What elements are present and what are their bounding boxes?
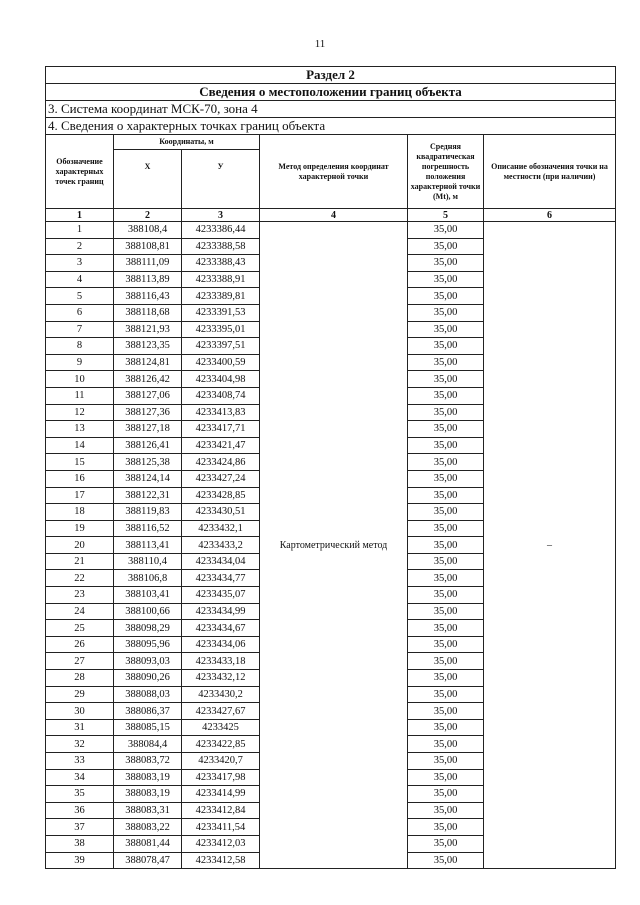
accuracy-value: 35,00 [408,603,484,620]
coordinate-x: 388127,36 [114,404,182,421]
point-number: 25 [46,620,114,637]
column-number: 5 [408,209,484,222]
coordinate-x: 388098,29 [114,620,182,637]
coordinate-x: 388081,44 [114,835,182,852]
coordinate-y: 4233428,85 [182,487,260,504]
point-number: 3 [46,255,114,272]
coordinate-x: 388084,4 [114,736,182,753]
coordinate-y: 4233425 [182,719,260,736]
accuracy-value: 35,00 [408,520,484,537]
column-number: 2 [114,209,182,222]
point-number: 28 [46,670,114,687]
point-number: 20 [46,537,114,554]
coordinate-x: 388122,31 [114,487,182,504]
coordinate-y: 4233434,04 [182,553,260,570]
point-number: 21 [46,553,114,570]
coordinate-y: 4233397,51 [182,338,260,355]
coordinate-y: 4233427,67 [182,703,260,720]
coordinate-x: 388083,72 [114,753,182,770]
coordinate-x: 388085,15 [114,719,182,736]
coordinate-y: 4233412,58 [182,852,260,869]
point-number: 39 [46,852,114,869]
accuracy-value: 35,00 [408,835,484,852]
table-row [46,222,616,239]
accuracy-value: 35,00 [408,802,484,819]
accuracy-value: 35,00 [408,437,484,454]
point-number: 16 [46,470,114,487]
accuracy-value: 35,00 [408,553,484,570]
accuracy-value: 35,00 [408,238,484,255]
accuracy-value: 35,00 [408,570,484,587]
accuracy-value: 35,00 [408,504,484,521]
accuracy-value: 35,00 [408,271,484,288]
coordinate-y: 4233421,47 [182,437,260,454]
coordinate-x: 388127,06 [114,387,182,404]
accuracy-value: 35,00 [408,338,484,355]
accuracy-value: 35,00 [408,487,484,504]
coordinate-y: 4233434,06 [182,636,260,653]
coordinate-y: 4233413,83 [182,404,260,421]
point-number: 31 [46,719,114,736]
coordinate-y: 4233417,98 [182,769,260,786]
section-title: Раздел 2 [46,67,616,84]
coordinate-y: 4233434,77 [182,570,260,587]
description-cell: – [484,222,616,869]
point-number: 19 [46,520,114,537]
coordinate-y: 4233435,07 [182,587,260,604]
point-number: 17 [46,487,114,504]
coordinate-y: 4233433,2 [182,537,260,554]
accuracy-value: 35,00 [408,354,484,371]
coordinate-y: 4233420,7 [182,753,260,770]
point-number: 30 [46,703,114,720]
coordinate-x: 388078,47 [114,852,182,869]
accuracy-value: 35,00 [408,753,484,770]
point-number: 18 [46,504,114,521]
coordinate-x: 388126,42 [114,371,182,388]
column-number: 3 [182,209,260,222]
point-number: 10 [46,371,114,388]
point-number: 5 [46,288,114,305]
header-coordinates: Координаты, м [114,135,260,150]
header-y: У [182,150,260,209]
accuracy-value: 35,00 [408,304,484,321]
accuracy-value: 35,00 [408,387,484,404]
coordinate-x: 388083,19 [114,786,182,803]
coordinate-y: 4233432,12 [182,670,260,687]
coordinate-y: 4233432,1 [182,520,260,537]
section-subtitle: Сведения о местоположении границ объекта [46,84,616,101]
coordinate-y: 4233412,84 [182,802,260,819]
coordinate-x: 388108,81 [114,238,182,255]
coordinate-y: 4233389,81 [182,288,260,305]
accuracy-value: 35,00 [408,404,484,421]
coordinate-y: 4233400,59 [182,354,260,371]
page-number: 11 [314,38,326,50]
coordinate-x: 388116,43 [114,288,182,305]
coordinate-x: 388106,8 [114,570,182,587]
coordinate-x: 388111,09 [114,255,182,272]
coordinate-x: 388118,68 [114,304,182,321]
point-number: 23 [46,587,114,604]
accuracy-value: 35,00 [408,769,484,786]
coordinate-y: 4233430,2 [182,686,260,703]
coordinate-x: 388121,93 [114,321,182,338]
coordinate-x: 388103,41 [114,587,182,604]
coordinate-y: 4233414,99 [182,786,260,803]
coordinate-x: 388083,22 [114,819,182,836]
coordinate-y: 4233430,51 [182,504,260,521]
point-number: 37 [46,819,114,836]
coordinate-y: 4233388,58 [182,238,260,255]
point-number: 12 [46,404,114,421]
point-number: 35 [46,786,114,803]
column-number: 1 [46,209,114,222]
accuracy-value: 35,00 [408,537,484,554]
point-number: 8 [46,338,114,355]
point-number: 34 [46,769,114,786]
coordinate-x: 388088,03 [114,686,182,703]
point-number: 27 [46,653,114,670]
accuracy-value: 35,00 [408,620,484,637]
coordinate-y: 4233391,53 [182,304,260,321]
point-number: 4 [46,271,114,288]
coordinate-x: 388090,26 [114,670,182,687]
accuracy-value: 35,00 [408,786,484,803]
point-number: 13 [46,421,114,438]
point-number: 26 [46,636,114,653]
coordinate-y: 4233417,71 [182,421,260,438]
coordinate-y: 4233424,86 [182,454,260,471]
coordinate-y: 4233427,24 [182,470,260,487]
coordinate-y: 4233422,85 [182,736,260,753]
coordinate-x: 388093,03 [114,653,182,670]
point-number: 2 [46,238,114,255]
accuracy-value: 35,00 [408,587,484,604]
coordinate-x: 388108,4 [114,222,182,239]
point-number: 22 [46,570,114,587]
accuracy-value: 35,00 [408,636,484,653]
coordinate-y: 4233408,74 [182,387,260,404]
accuracy-value: 35,00 [408,686,484,703]
point-number: 9 [46,354,114,371]
coordinate-y: 4233434,99 [182,603,260,620]
coordinate-system-line: 3. Система координат МСК-70, зона 4 [46,101,616,118]
point-number: 32 [46,736,114,753]
coordinate-x: 388113,89 [114,271,182,288]
coordinate-x: 388119,83 [114,504,182,521]
accuracy-value: 35,00 [408,321,484,338]
header-method: Метод определения координат характерной точки [260,135,408,209]
coordinate-x: 388127,18 [114,421,182,438]
header-x: X [114,150,182,209]
accuracy-value: 35,00 [408,470,484,487]
column-number: 4 [260,209,408,222]
accuracy-value: 35,00 [408,736,484,753]
coordinate-x: 388113,41 [114,537,182,554]
accuracy-value: 35,00 [408,222,484,239]
point-number: 6 [46,304,114,321]
coordinate-y: 4233433,18 [182,653,260,670]
accuracy-value: 35,00 [408,819,484,836]
coordinate-x: 388095,96 [114,636,182,653]
coordinate-y: 4233395,01 [182,321,260,338]
coordinate-y: 4233388,43 [182,255,260,272]
boundary-points-heading: 4. Сведения о характерных точках границ объекта [46,118,616,135]
point-number: 15 [46,454,114,471]
coordinate-x: 388125,38 [114,454,182,471]
accuracy-value: 35,00 [408,719,484,736]
point-number: 1 [46,222,114,239]
coordinate-x: 388083,31 [114,802,182,819]
coordinate-x: 388124,14 [114,470,182,487]
accuracy-value: 35,00 [408,255,484,272]
coordinate-y: 4233386,44 [182,222,260,239]
point-number: 36 [46,802,114,819]
accuracy-value: 35,00 [408,371,484,388]
coordinate-x: 388100,66 [114,603,182,620]
coordinate-x: 388083,19 [114,769,182,786]
coordinate-x: 388123,35 [114,338,182,355]
accuracy-value: 35,00 [408,670,484,687]
coordinate-x: 388124,81 [114,354,182,371]
point-number: 7 [46,321,114,338]
coordinate-y: 4233388,91 [182,271,260,288]
point-number: 11 [46,387,114,404]
accuracy-value: 35,00 [408,852,484,869]
boundary-points-table [45,66,616,869]
coordinate-y: 4233434,67 [182,620,260,637]
accuracy-value: 35,00 [408,454,484,471]
coordinate-y: 4233412,03 [182,835,260,852]
point-number: 29 [46,686,114,703]
accuracy-value: 35,00 [408,288,484,305]
point-number: 38 [46,835,114,852]
coordinate-x: 388116,52 [114,520,182,537]
coordinate-y: 4233411,54 [182,819,260,836]
coordinate-y: 4233404,98 [182,371,260,388]
accuracy-value: 35,00 [408,421,484,438]
accuracy-value: 35,00 [408,703,484,720]
method-cell: Картометрический метод [260,222,408,869]
column-number: 6 [484,209,616,222]
coordinate-x: 388110,4 [114,553,182,570]
coordinate-x: 388126,41 [114,437,182,454]
header-point-designation: Обозначение характерных точек границ [46,135,114,209]
header-accuracy: Средняя квадратическая погрешность положения характерной точки (Mt), м [408,135,484,209]
accuracy-value: 35,00 [408,653,484,670]
header-description: Описание обозначения точки на местности (при наличии) [484,135,616,209]
point-number: 24 [46,603,114,620]
coordinate-x: 388086,37 [114,703,182,720]
point-number: 33 [46,753,114,770]
point-number: 14 [46,437,114,454]
